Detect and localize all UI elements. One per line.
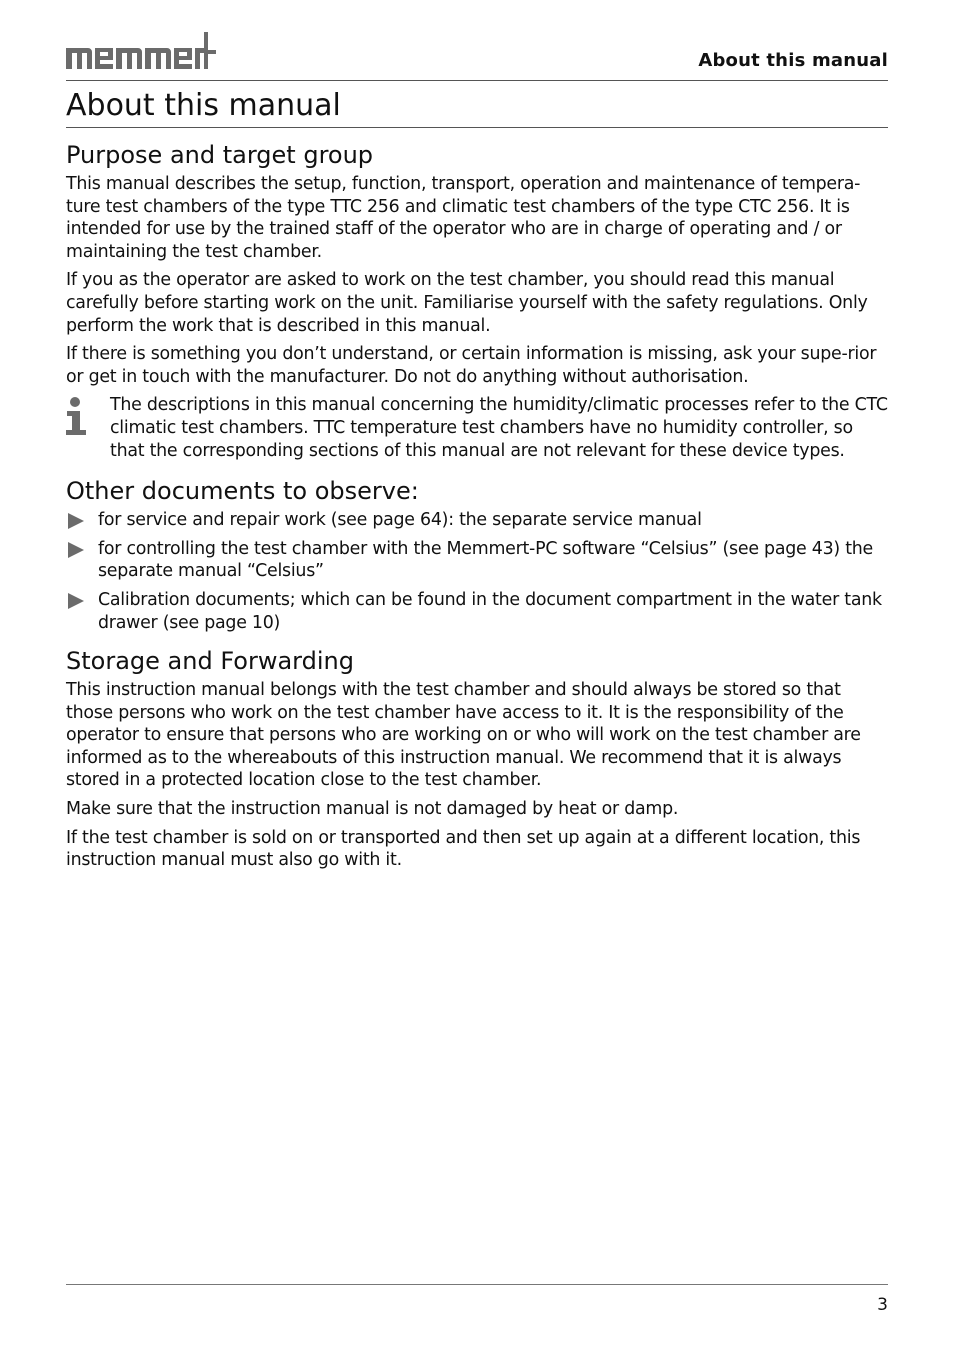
memmert-logo <box>66 30 216 72</box>
info-icon <box>66 396 90 436</box>
purpose-heading: Purpose and target group <box>66 141 374 169</box>
purpose-paragraph-1: This manual describes the setup, function, transport, operation and maintenance of tempera-ture test chambers of the type TTC 256 and climatic test chambers of the type CTC 256. It is intended for use by the trained staff of the operator who are in charge of operating and / or maintaining the test chamber. <box>66 174 861 262</box>
storage-paragraph-1: This instruction manual belongs with the test chamber and should always be stored so that those persons who work on the test chamber have access to it. It is the responsibility of the operator to ensure that persons who are working on or who will work on the test chamber are informed as to the whereabouts of this instruction manual. We recommend that it is always stored in a protected location close to the test chamber. <box>66 680 861 791</box>
page-title: About this manual <box>66 88 888 128</box>
arrow-bullet-icon <box>68 593 84 609</box>
arrow-bullet-icon <box>68 542 84 558</box>
purpose-paragraph-2: If you as the operator are asked to work on the test chamber, you should read this manual carefully before starting work on the unit. Familiarise yourself with the safety regulations. Only perform the work that is described in this manual. <box>66 270 868 336</box>
footer-divider <box>66 1284 888 1285</box>
list-item-text: for controlling the test chamber with the Memmert-PC software “Celsius” (see page 43) the separate manual “Celsius” <box>98 538 873 582</box>
list-item-text: for service and repair work (see page 64): the separate service manual <box>98 510 702 531</box>
storage-paragraph-3: If the test chamber is sold on or transported and then set up again at a different location, this instruction manual must also go with it. <box>66 827 861 871</box>
list-item <box>66 589 888 634</box>
storage-heading: Storage and Forwarding <box>66 647 354 676</box>
purpose-paragraph-3: If there is something you don’t understand, or certain information is missing, ask your supe-rior or get in touch with the manufacturer. Do not do anything without authorisation. <box>66 344 877 387</box>
info-note <box>66 394 888 462</box>
page-number: 3 <box>877 1295 888 1315</box>
other-documents-heading: Other documents to observe: <box>66 477 419 506</box>
list-item <box>66 538 888 583</box>
page-header <box>66 30 888 81</box>
list-item <box>66 509 888 532</box>
list-item-text: Calibration documents; which can be found in the document compartment in the water tank drawer (see page 10) <box>98 589 882 633</box>
other-documents-list <box>66 509 888 634</box>
header-section-title: About this manual <box>698 50 888 71</box>
page-content <box>66 88 888 878</box>
storage-paragraph-2: Make sure that the instruction manual is not damaged by heat or damp. <box>66 799 679 820</box>
arrow-bullet-icon <box>68 513 84 529</box>
info-note-text: The descriptions in this manual concerning the humidity/climatic processes refer to the CTC climatic test chambers. TTC temperature test chambers have no humidity controller, so that the corresponding sections of this manual are not relevant for these device types. <box>110 395 888 461</box>
